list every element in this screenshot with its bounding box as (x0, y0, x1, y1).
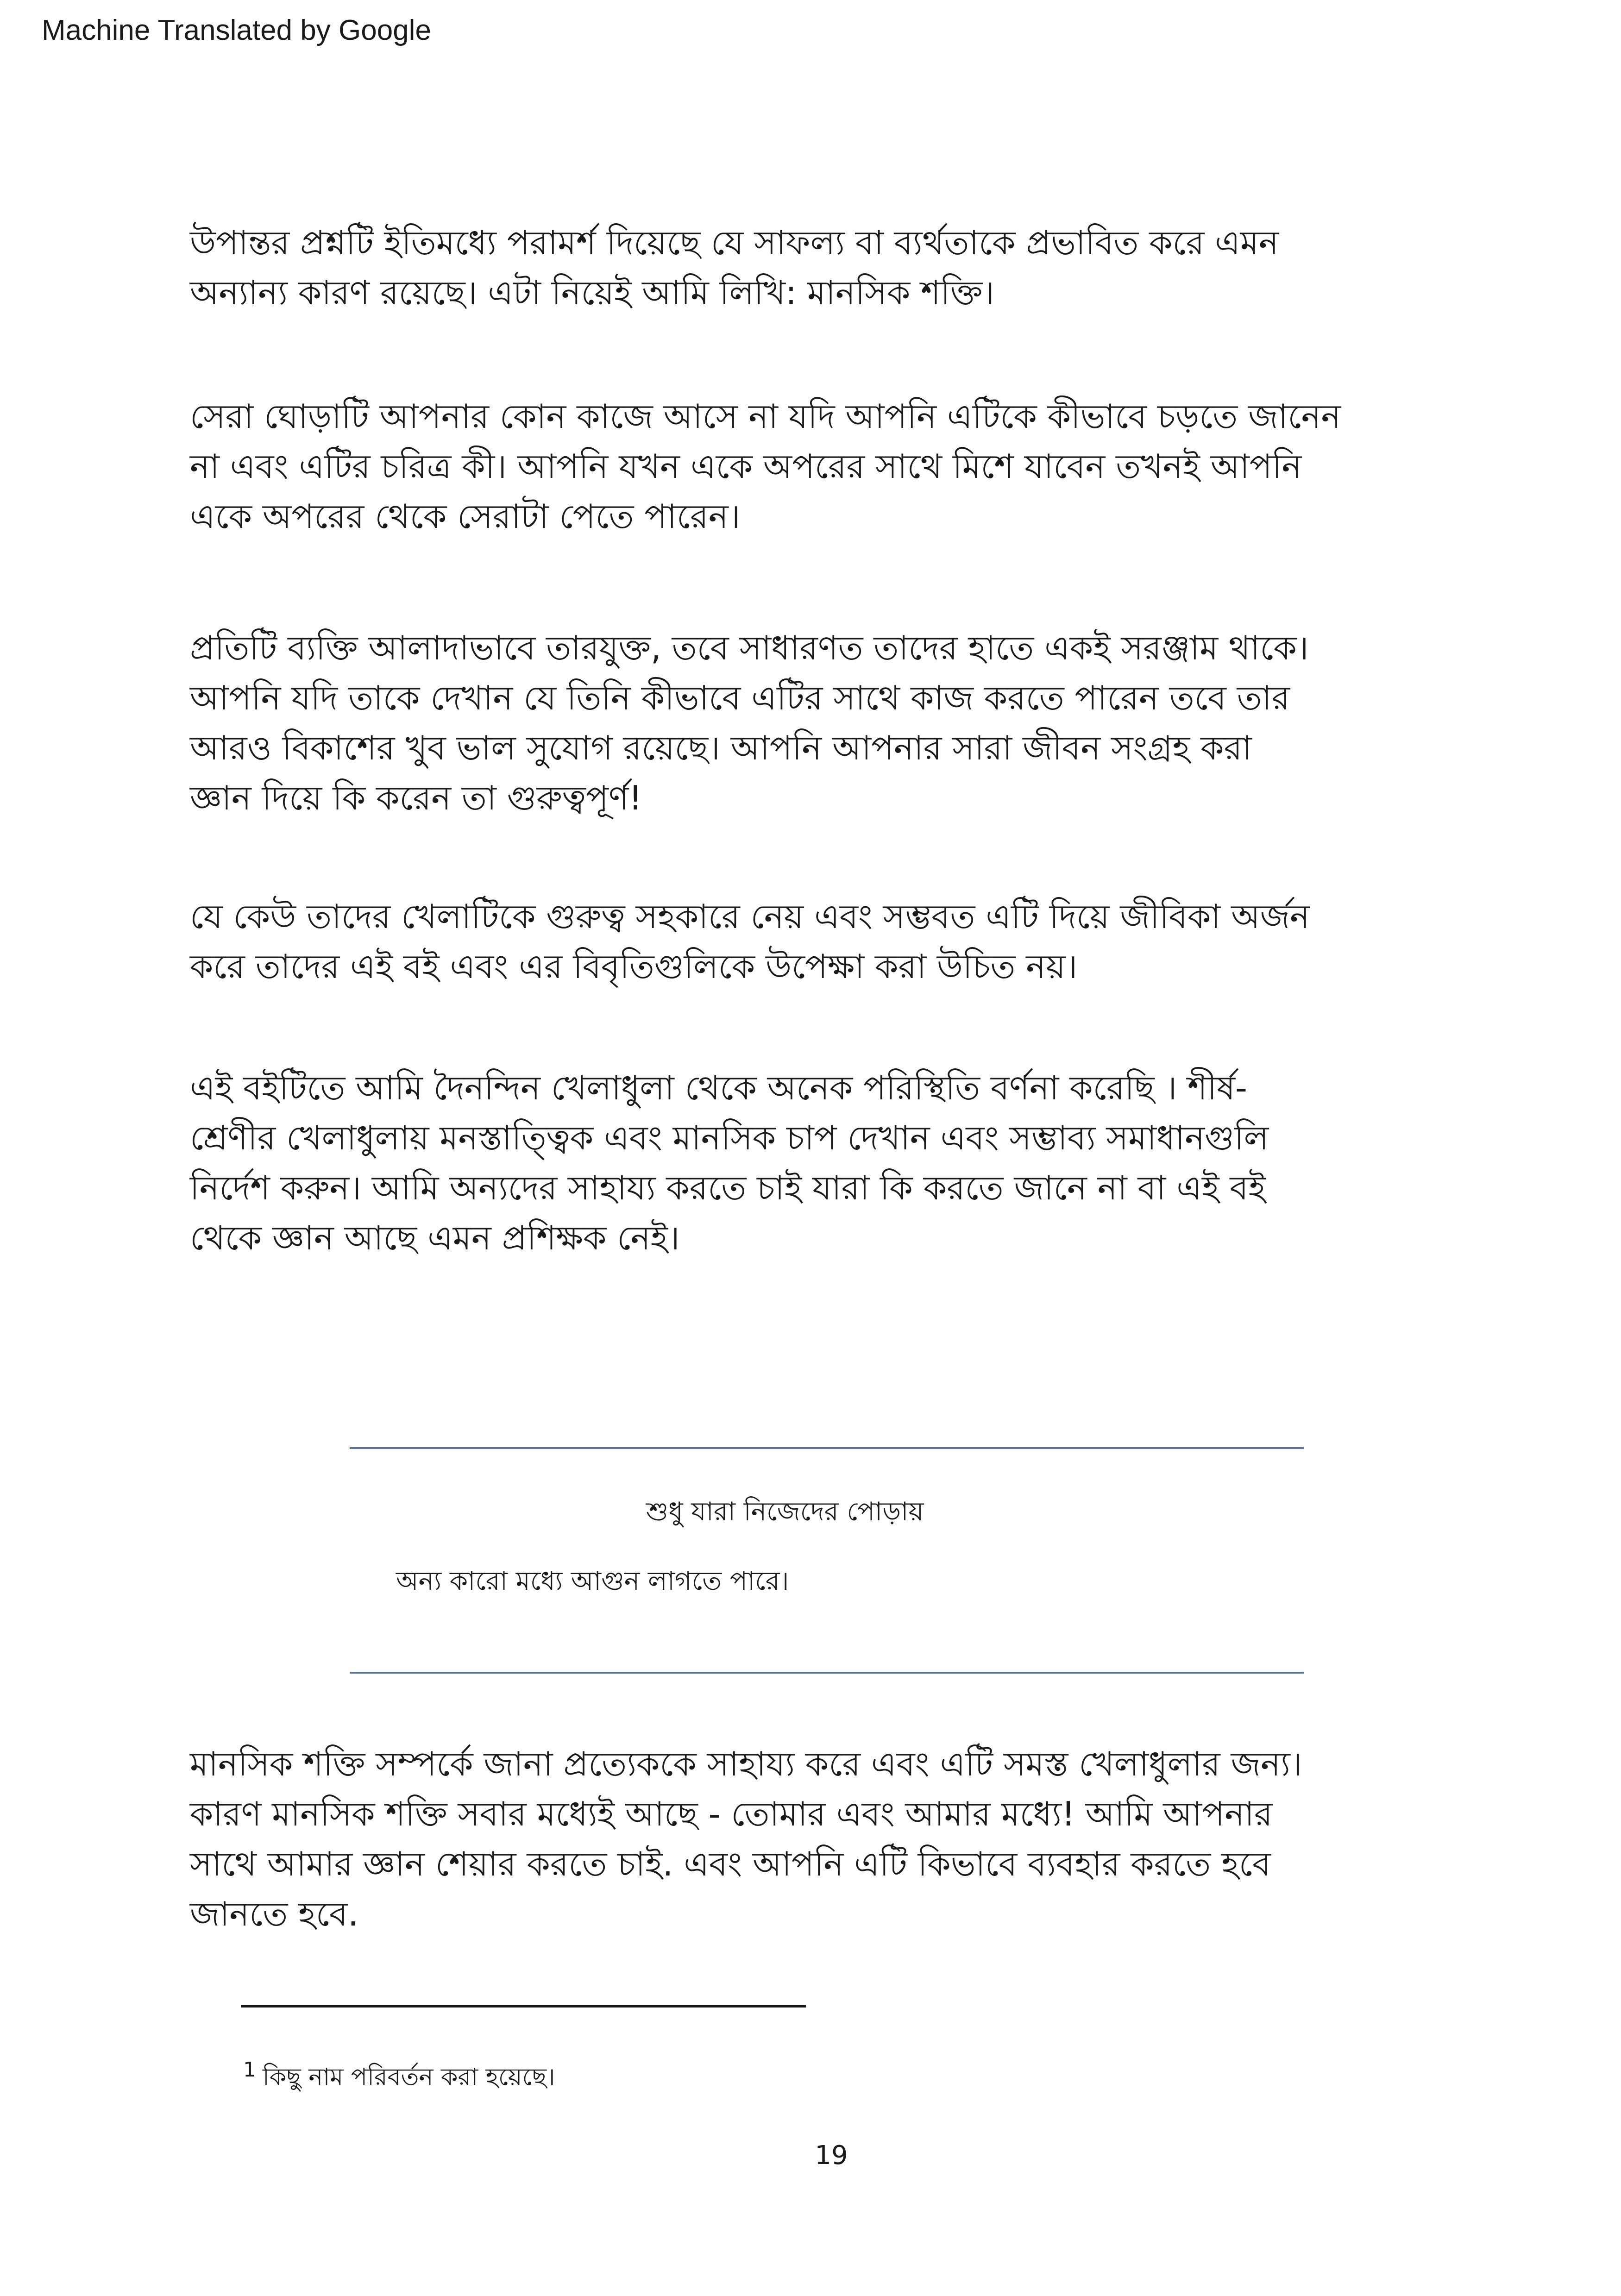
machine-translation-label: Machine Translated by Google (42, 14, 431, 46)
body-paragraph (190, 391, 1491, 541)
quote-divider-top (350, 1447, 1304, 1449)
body-paragraph (190, 891, 1491, 991)
paragraph-line: জ্ঞান দিয়ে কি করেন তা গুরুত্বপূর্ণ! (190, 778, 642, 817)
page-number: 19 (815, 2140, 848, 2171)
footnote-marker: 1 (243, 2058, 256, 2082)
paragraph-line: প্রতিটি ব্যক্তি আলাদাভাবে তারযুক্ত, তবে সাধারণত তাদের হাতে একই সরঞ্জাম থাকে। (190, 628, 1309, 667)
footnote-text: কিছু নাম পরিবর্তন করা হয়েছে। (263, 2063, 555, 2091)
quote-line-2: অন্য কারো মধ্যে আগুন লাগতে পারে। (396, 1566, 789, 1596)
body-paragraph (190, 623, 1491, 823)
footnote-separator (241, 2005, 806, 2007)
paragraph-line: সাথে আমার জ্ঞান শেয়ার করতে চাই. এবং আপনি এটি কিভাবে ব্যবহার করতে হবে (190, 1844, 1271, 1883)
quote-line-1: শুধু যারা নিজেদের পোড়ায় (646, 1497, 924, 1527)
paragraph-line: জানতে হবে. (190, 1895, 358, 1933)
paragraph-line: আরও বিকাশের খুব ভাল সুযোগ রয়েছে। আপনি আপনার সারা জীবন সংগ্রহ করা (190, 728, 1252, 767)
paragraph-line: নির্দেশ করুন। আমি অন্যদের সাহায্য করতে চাই যারা কি করতে জানে না বা এই বই (190, 1168, 1266, 1207)
paragraph-line: মানসিক শক্তি সম্পর্কে জানা প্রত্যেককে সাহায্য করে এবং এটি সমস্ত খেলাধুলার জন্য। (190, 1744, 1302, 1783)
body-paragraph (190, 1739, 1491, 1939)
paragraph-line: উপান্তর প্রশ্নটি ইতিমধ্যে পরামর্শ দিয়েছে যে সাফল্য বা ব্যর্থতাকে প্রভাবিত করে এমন (190, 223, 1279, 262)
paragraph-line: একে অপরের থেকে সেরাটা পেতে পারেন। (190, 497, 741, 536)
paragraph-line: যে কেউ তাদের খেলাটিকে গুরুত্ব সহকারে নেয় এবং সম্ভবত এটি দিয়ে জীবিকা অর্জন (190, 897, 1310, 936)
paragraph-line: থেকে জ্ঞান আছে এমন প্রশিক্ষক নেই। (190, 1218, 680, 1257)
paragraph-line: করে তাদের এই বই এবং এর বিবৃতিগুলিকে উপেক্ষা করা উচিত নয়। (190, 947, 1078, 986)
paragraph-line: শ্রেণীর খেলাধুলায় মনস্তাত্ত্বিক এবং মানসিক চাপ দেখান এবং সম্ভাব্য সমাধানগুলি (190, 1118, 1269, 1157)
footnote (243, 2051, 555, 2095)
paragraph-line: অন্যান্য কারণ রয়েছে। এটা নিয়েই আমি লিখি: মানসিক শক্তি। (190, 273, 995, 312)
paragraph-line: আপনি যদি তাকে দেখান যে তিনি কীভাবে এটির সাথে কাজ করতে পারেন তবে তার (190, 678, 1290, 717)
paragraph-line: কারণ মানসিক শক্তি সবার মধ্যেই আছে - তোমার এবং আমার মধ্যে! আমি আপনার (190, 1794, 1273, 1833)
quote-divider-bottom (350, 1672, 1304, 1674)
body-paragraph (190, 1063, 1491, 1263)
body-paragraph (190, 218, 1491, 318)
paragraph-line: সেরা ঘোড়াটি আপনার কোন কাজে আসে না যদি আপনি এটিকে কীভাবে চড়তে জানেন (190, 397, 1341, 436)
paragraph-line: এই বইটিতে আমি দৈনন্দিন খেলাধুলা থেকে অনেক পরিস্থিতি বর্ণনা করেছি । শীর্ষ- (190, 1068, 1247, 1107)
paragraph-line: না এবং এটির চরিত্র কী। আপনি যখন একে অপরের সাথে মিশে যাবেন তখনই আপনি (190, 447, 1302, 486)
